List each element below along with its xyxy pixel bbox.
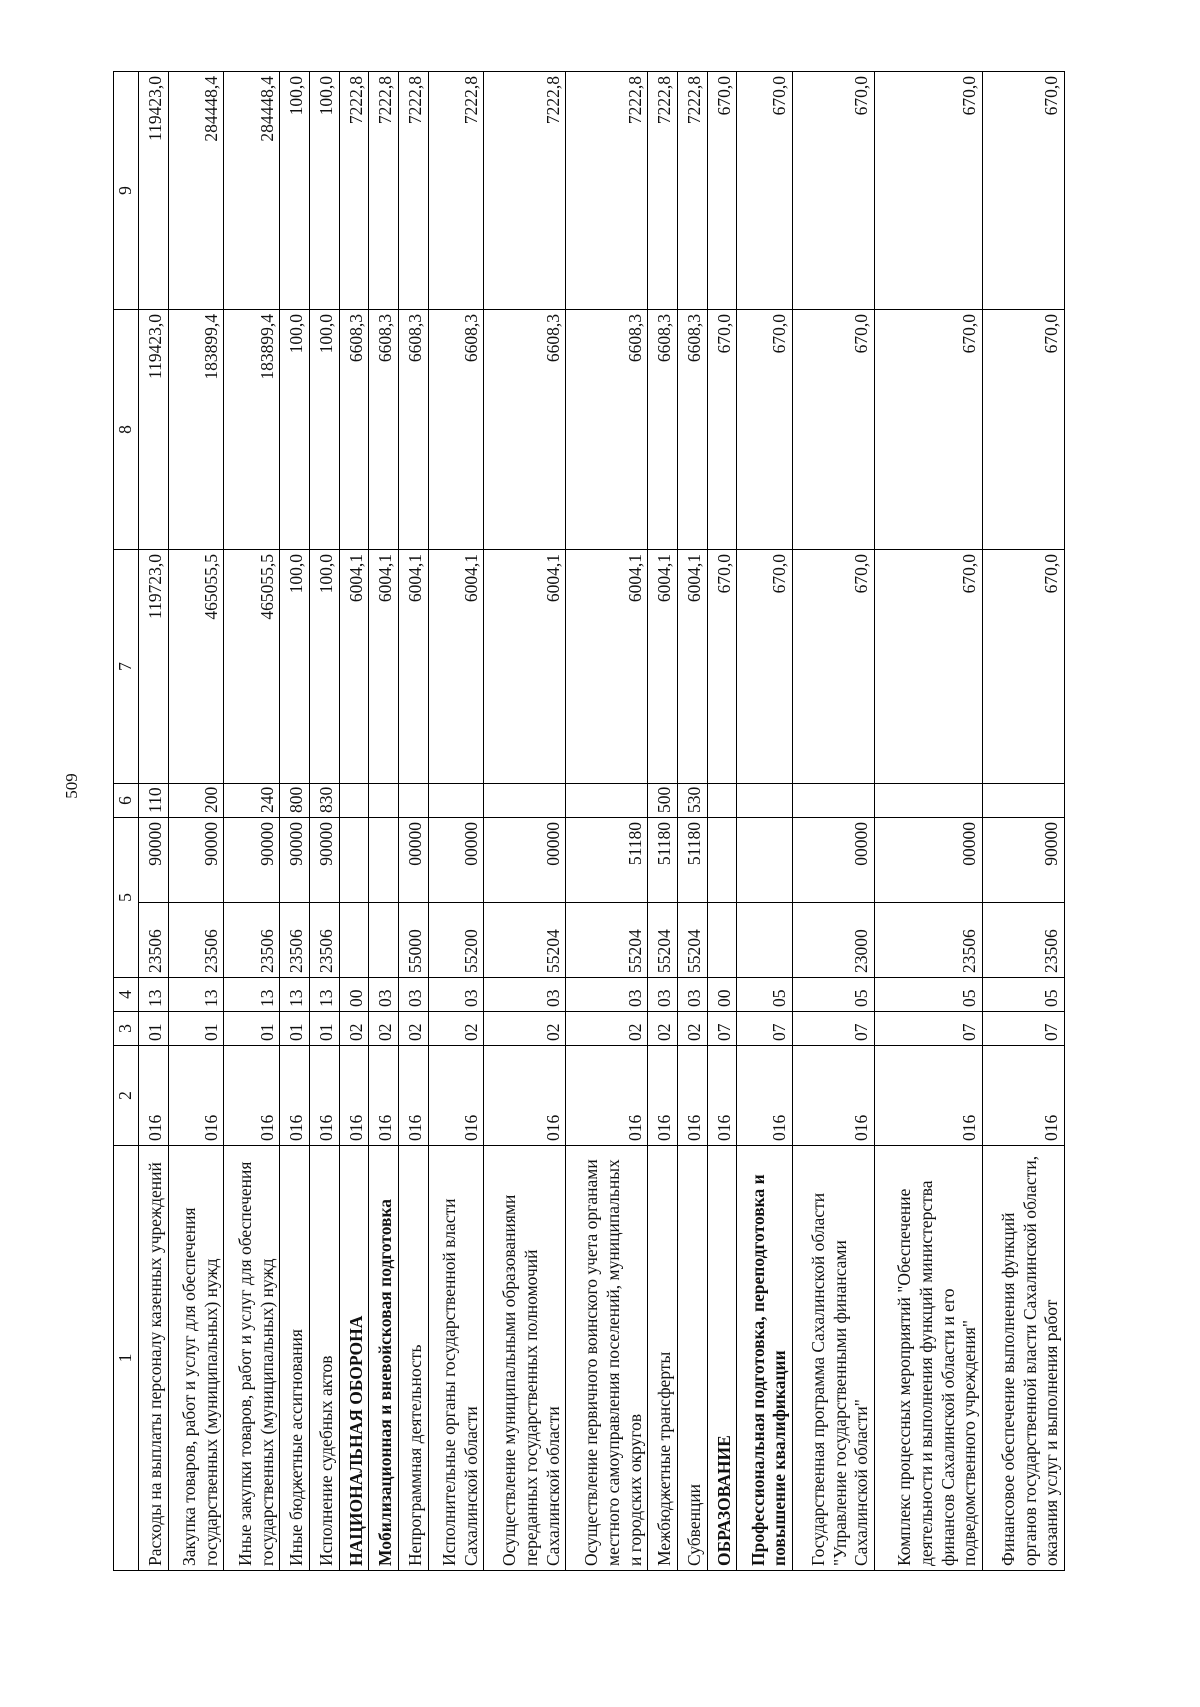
ministry-code-cell: 016	[339, 1046, 369, 1146]
amount-year3-cell: 7222,8	[566, 72, 648, 310]
section-code-cell: 02	[399, 1012, 429, 1046]
row-name-cell: Комплекс процессных мероприятий "Обеспечение деятельности и выполнения функций министерства финансов Сахалинской области и его подведомственного учреждения"	[874, 1146, 982, 1571]
target-program-code-cell: 55000	[399, 903, 429, 978]
amount-year2-cell: 670,0	[982, 310, 1064, 550]
table-row	[648, 72, 678, 1571]
amount-year3-cell: 670,0	[707, 72, 737, 310]
amount-year2-cell: 6608,3	[677, 310, 707, 550]
column-header: 7	[114, 550, 139, 784]
amount-year3-cell: 670,0	[793, 72, 875, 310]
row-name-cell: Иные закупки товаров, работ и услуг для обеспечения государственных (муниципальных) нужд	[224, 1146, 280, 1571]
row-name-cell: ОБРАЗОВАНИЕ	[707, 1146, 737, 1571]
target-program-code-cell: 55204	[484, 903, 566, 978]
row-name-cell: Субвенции	[677, 1146, 707, 1571]
table-body	[139, 72, 1065, 1571]
ministry-code-cell: 016	[369, 1046, 399, 1146]
target-direction-code-cell: 90000	[168, 818, 224, 903]
amount-year3-cell: 7222,8	[369, 72, 399, 310]
target-direction-code-cell: 90000	[224, 818, 280, 903]
target-direction-code-cell: 00000	[428, 818, 484, 903]
amount-year3-cell: 119423,0	[139, 72, 169, 310]
expense-type-code-cell: 200	[168, 784, 224, 818]
page-number: 509	[62, 773, 81, 799]
table-row	[982, 72, 1064, 1571]
target-program-code-cell: 23000	[793, 903, 875, 978]
amount-year2-cell: 6608,3	[566, 310, 648, 550]
subsection-code-cell: 05	[874, 978, 982, 1012]
target-direction-code-cell: 90000	[280, 818, 310, 903]
amount-year2-cell: 670,0	[737, 310, 793, 550]
column-header: 3	[114, 1012, 139, 1046]
ministry-code-cell: 016	[399, 1046, 429, 1146]
section-code-cell: 02	[566, 1012, 648, 1046]
amount-year1-cell: 6004,1	[484, 550, 566, 784]
expense-type-code-cell	[737, 784, 793, 818]
section-code-cell: 02	[484, 1012, 566, 1046]
subsection-code-cell: 13	[224, 978, 280, 1012]
target-program-code-cell: 23506	[280, 903, 310, 978]
target-direction-code-cell	[737, 818, 793, 903]
subsection-code-cell: 13	[280, 978, 310, 1012]
target-program-code-cell	[339, 903, 369, 978]
column-header: 2	[114, 1046, 139, 1146]
row-name-cell: Осуществление муниципальными образованиями переданных государственных полномочий Сахалинской области	[484, 1146, 566, 1571]
amount-year1-cell: 6004,1	[677, 550, 707, 784]
amount-year3-cell: 7222,8	[428, 72, 484, 310]
amount-year1-cell: 6004,1	[648, 550, 678, 784]
row-name-cell: Финансовое обеспечение выполнения функций органов государственной власти Сахалинской области, оказания услуг и выполнения работ	[982, 1146, 1064, 1571]
amount-year2-cell: 670,0	[707, 310, 737, 550]
expense-type-code-cell: 800	[280, 784, 310, 818]
target-program-code-cell	[737, 903, 793, 978]
expense-type-code-cell	[399, 784, 429, 818]
row-name-cell: Осуществление первичного воинского учета органами местного самоуправления поселений, муниципальных и городских округов	[566, 1146, 648, 1571]
section-code-cell: 01	[139, 1012, 169, 1046]
row-name-cell: Мобилизационная и вневойсковая подготовка	[369, 1146, 399, 1571]
amount-year2-cell: 6608,3	[428, 310, 484, 550]
table-header-row	[114, 72, 139, 1571]
amount-year3-cell: 284448,4	[168, 72, 224, 310]
amount-year1-cell: 6004,1	[428, 550, 484, 784]
expense-type-code-cell	[793, 784, 875, 818]
amount-year2-cell: 183899,4	[224, 310, 280, 550]
amount-year3-cell: 670,0	[982, 72, 1064, 310]
subsection-code-cell: 05	[982, 978, 1064, 1012]
amount-year1-cell: 119723,0	[139, 550, 169, 784]
amount-year3-cell: 7222,8	[339, 72, 369, 310]
column-header: 9	[114, 72, 139, 310]
rotated-table-container	[113, 72, 1065, 1571]
column-header: 8	[114, 310, 139, 550]
ministry-code-cell: 016	[648, 1046, 678, 1146]
subsection-code-cell: 03	[677, 978, 707, 1012]
expense-type-code-cell: 110	[139, 784, 169, 818]
table-row	[793, 72, 875, 1571]
subsection-code-cell: 05	[737, 978, 793, 1012]
target-program-code-cell: 23506	[874, 903, 982, 978]
expense-type-code-cell: 500	[648, 784, 678, 818]
section-code-cell: 01	[309, 1012, 339, 1046]
amount-year1-cell: 6004,1	[369, 550, 399, 784]
table-row	[484, 72, 566, 1571]
table-row	[139, 72, 169, 1571]
amount-year3-cell: 7222,8	[484, 72, 566, 310]
amount-year1-cell: 670,0	[707, 550, 737, 784]
amount-year3-cell: 7222,8	[648, 72, 678, 310]
amount-year3-cell: 670,0	[874, 72, 982, 310]
table-row	[280, 72, 310, 1571]
expense-type-code-cell	[428, 784, 484, 818]
section-code-cell: 01	[224, 1012, 280, 1046]
ministry-code-cell: 016	[484, 1046, 566, 1146]
subsection-code-cell: 13	[309, 978, 339, 1012]
ministry-code-cell: 016	[793, 1046, 875, 1146]
expense-type-code-cell	[982, 784, 1064, 818]
amount-year2-cell: 6608,3	[399, 310, 429, 550]
row-name-cell: НАЦИОНАЛЬНАЯ ОБОРОНА	[339, 1146, 369, 1571]
amount-year2-cell: 100,0	[309, 310, 339, 550]
section-code-cell: 02	[648, 1012, 678, 1046]
table-row	[737, 72, 793, 1571]
amount-year1-cell: 465055,5	[168, 550, 224, 784]
amount-year2-cell: 670,0	[874, 310, 982, 550]
ministry-code-cell: 016	[224, 1046, 280, 1146]
expense-type-code-cell	[874, 784, 982, 818]
table-row	[339, 72, 369, 1571]
amount-year2-cell: 670,0	[793, 310, 875, 550]
amount-year2-cell: 100,0	[280, 310, 310, 550]
target-direction-code-cell: 90000	[982, 818, 1064, 903]
expense-type-code-cell	[707, 784, 737, 818]
target-direction-code-cell	[339, 818, 369, 903]
target-direction-code-cell: 51180	[648, 818, 678, 903]
table-row	[874, 72, 982, 1571]
expense-type-code-cell: 530	[677, 784, 707, 818]
row-name-cell: Расходы на выплаты персоналу казенных учреждений	[139, 1146, 169, 1571]
ministry-code-cell: 016	[566, 1046, 648, 1146]
ministry-code-cell: 016	[309, 1046, 339, 1146]
subsection-code-cell: 05	[793, 978, 875, 1012]
ministry-code-cell: 016	[139, 1046, 169, 1146]
target-direction-code-cell: 00000	[793, 818, 875, 903]
row-name-cell: Межбюджетные трансферты	[648, 1146, 678, 1571]
subsection-code-cell: 00	[339, 978, 369, 1012]
target-program-code-cell	[369, 903, 399, 978]
amount-year1-cell: 6004,1	[566, 550, 648, 784]
ministry-code-cell: 016	[982, 1046, 1064, 1146]
ministry-code-cell: 016	[707, 1046, 737, 1146]
section-code-cell: 01	[168, 1012, 224, 1046]
row-name-cell: Иные бюджетные ассигнования	[280, 1146, 310, 1571]
target-program-code-cell: 23506	[139, 903, 169, 978]
section-code-cell: 07	[982, 1012, 1064, 1046]
ministry-code-cell: 016	[874, 1046, 982, 1146]
row-name-cell: Государственная программа Сахалинской области "Управление государственными финансами Сахалинской области"	[793, 1146, 875, 1571]
amount-year1-cell: 670,0	[737, 550, 793, 784]
amount-year2-cell: 6608,3	[369, 310, 399, 550]
amount-year1-cell: 465055,5	[224, 550, 280, 784]
target-direction-code-cell: 00000	[399, 818, 429, 903]
amount-year1-cell: 670,0	[793, 550, 875, 784]
amount-year2-cell: 119423,0	[139, 310, 169, 550]
target-direction-code-cell: 51180	[566, 818, 648, 903]
ministry-code-cell: 016	[428, 1046, 484, 1146]
column-header: 4	[114, 978, 139, 1012]
target-program-code-cell: 55204	[677, 903, 707, 978]
column-header: 5	[114, 818, 139, 978]
target-program-code-cell: 55204	[648, 903, 678, 978]
section-code-cell: 02	[369, 1012, 399, 1046]
section-code-cell: 02	[339, 1012, 369, 1046]
table-row	[309, 72, 339, 1571]
target-direction-code-cell	[369, 818, 399, 903]
expense-type-code-cell	[369, 784, 399, 818]
table-row	[224, 72, 280, 1571]
section-code-cell: 07	[874, 1012, 982, 1046]
section-code-cell: 01	[280, 1012, 310, 1046]
target-program-code-cell: 55200	[428, 903, 484, 978]
target-direction-code-cell: 90000	[139, 818, 169, 903]
subsection-code-cell: 03	[566, 978, 648, 1012]
section-code-cell: 07	[793, 1012, 875, 1046]
table-row	[428, 72, 484, 1571]
section-code-cell: 02	[677, 1012, 707, 1046]
row-name-cell: Исполнение судебных актов	[309, 1146, 339, 1571]
table-row	[707, 72, 737, 1571]
amount-year3-cell: 100,0	[280, 72, 310, 310]
ministry-code-cell: 016	[168, 1046, 224, 1146]
amount-year1-cell: 100,0	[280, 550, 310, 784]
amount-year3-cell: 284448,4	[224, 72, 280, 310]
target-program-code-cell: 23506	[168, 903, 224, 978]
table-row	[566, 72, 648, 1571]
expense-type-code-cell	[339, 784, 369, 818]
amount-year3-cell: 7222,8	[677, 72, 707, 310]
target-direction-code-cell: 00000	[484, 818, 566, 903]
subsection-code-cell: 03	[648, 978, 678, 1012]
target-direction-code-cell: 51180	[677, 818, 707, 903]
table-row	[677, 72, 707, 1571]
subsection-code-cell: 13	[168, 978, 224, 1012]
table-row	[168, 72, 224, 1571]
subsection-code-cell: 00	[707, 978, 737, 1012]
row-name-cell: Исполнительные органы государственной власти Сахалинской области	[428, 1146, 484, 1571]
row-name-cell: Закупка товаров, работ и услуг для обеспечения государственных (муниципальных) нужд	[168, 1146, 224, 1571]
subsection-code-cell: 13	[139, 978, 169, 1012]
amount-year1-cell: 100,0	[309, 550, 339, 784]
target-program-code-cell: 55204	[566, 903, 648, 978]
target-program-code-cell: 23506	[224, 903, 280, 978]
target-direction-code-cell: 90000	[309, 818, 339, 903]
section-code-cell: 07	[707, 1012, 737, 1046]
amount-year1-cell: 6004,1	[339, 550, 369, 784]
target-direction-code-cell: 00000	[874, 818, 982, 903]
amount-year2-cell: 6608,3	[648, 310, 678, 550]
ministry-code-cell: 016	[737, 1046, 793, 1146]
subsection-code-cell: 03	[369, 978, 399, 1012]
table-row	[369, 72, 399, 1571]
section-code-cell: 07	[737, 1012, 793, 1046]
table-row	[399, 72, 429, 1571]
expense-type-code-cell	[484, 784, 566, 818]
row-name-cell: Непрограммная деятельность	[399, 1146, 429, 1571]
budget-table	[113, 71, 1065, 1571]
target-direction-code-cell	[707, 818, 737, 903]
amount-year3-cell: 100,0	[309, 72, 339, 310]
target-program-code-cell	[707, 903, 737, 978]
subsection-code-cell: 03	[399, 978, 429, 1012]
amount-year1-cell: 6004,1	[399, 550, 429, 784]
amount-year3-cell: 7222,8	[399, 72, 429, 310]
ministry-code-cell: 016	[280, 1046, 310, 1146]
amount-year2-cell: 6608,3	[339, 310, 369, 550]
subsection-code-cell: 03	[484, 978, 566, 1012]
expense-type-code-cell: 240	[224, 784, 280, 818]
amount-year2-cell: 183899,4	[168, 310, 224, 550]
target-program-code-cell: 23506	[982, 903, 1064, 978]
row-name-cell: Профессиональная подготовка, переподготовка и повышение квалификации	[737, 1146, 793, 1571]
amount-year1-cell: 670,0	[874, 550, 982, 784]
target-program-code-cell: 23506	[309, 903, 339, 978]
amount-year1-cell: 670,0	[982, 550, 1064, 784]
expense-type-code-cell: 830	[309, 784, 339, 818]
section-code-cell: 02	[428, 1012, 484, 1046]
expense-type-code-cell	[566, 784, 648, 818]
ministry-code-cell: 016	[677, 1046, 707, 1146]
subsection-code-cell: 03	[428, 978, 484, 1012]
column-header: 1	[114, 1146, 139, 1571]
column-header: 6	[114, 784, 139, 818]
amount-year3-cell: 670,0	[737, 72, 793, 310]
amount-year2-cell: 6608,3	[484, 310, 566, 550]
